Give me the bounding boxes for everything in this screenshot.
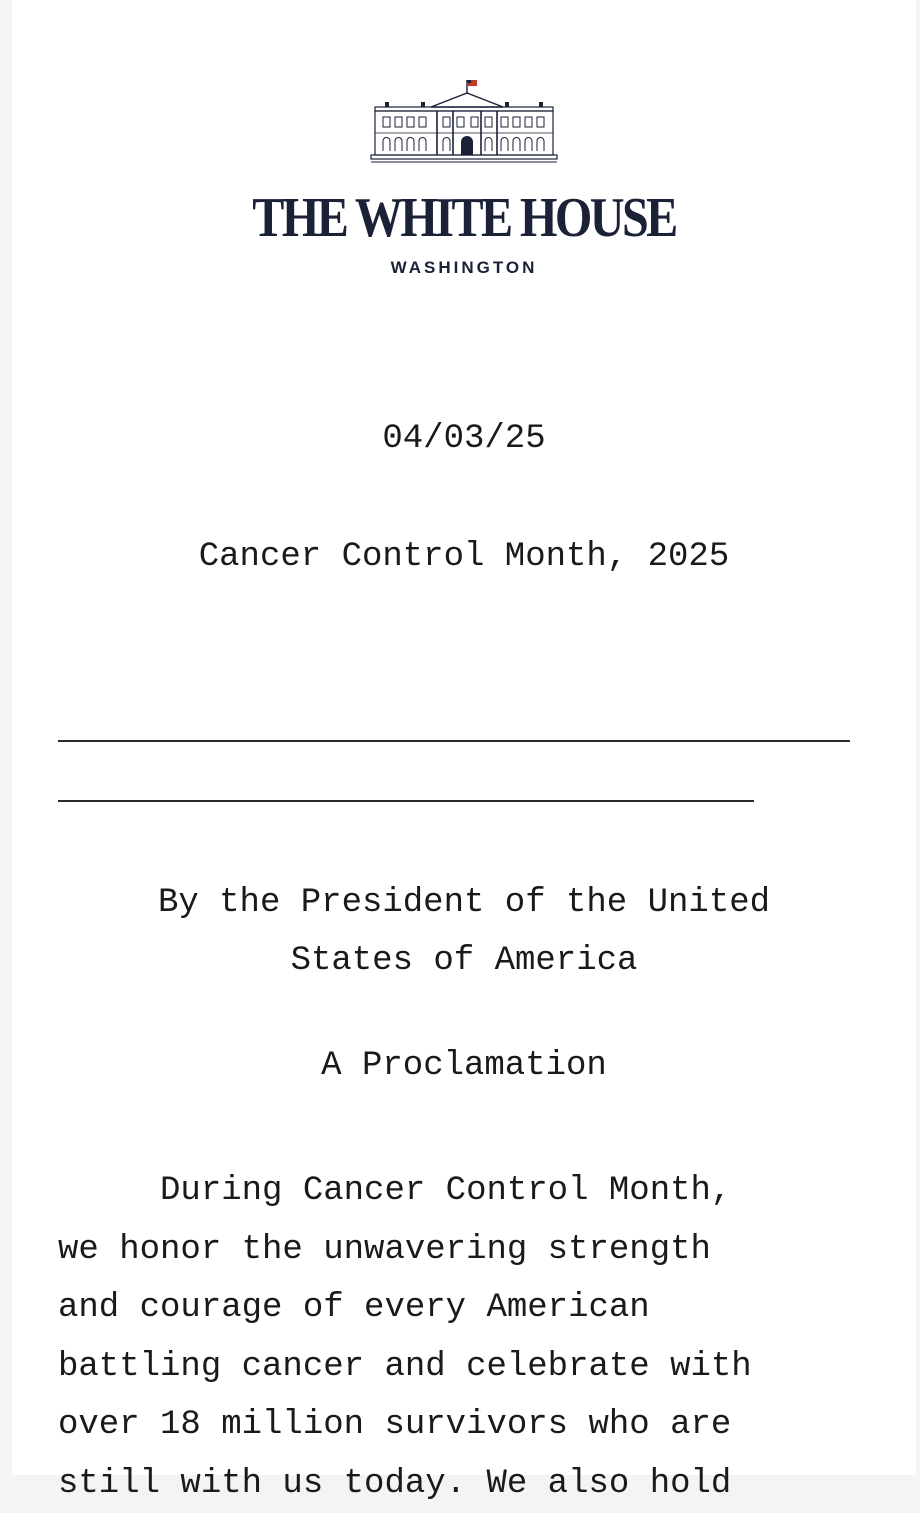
byline <box>12 874 916 990</box>
body-line: we honor the unwavering strength <box>58 1221 898 1280</box>
signature-rule-line-2 <box>58 800 754 802</box>
byline-line-2: States of America <box>12 932 916 990</box>
proclamation-heading: A Proclamation <box>12 1047 916 1085</box>
body-line: still with us today. We also hold <box>58 1455 898 1513</box>
letterhead <box>12 72 916 164</box>
signature-rule-line-1 <box>58 740 850 742</box>
letterhead-title: THE WHITE HOUSE <box>75 190 852 246</box>
document-date: 04/03/25 <box>12 420 916 458</box>
letterhead-subtitle: WASHINGTON <box>12 258 916 278</box>
byline-line-1: By the President of the United <box>12 874 916 932</box>
document-page <box>12 0 916 1475</box>
white-house-building-icon <box>371 72 557 164</box>
body-line: During Cancer Control Month, <box>58 1162 898 1221</box>
body-line: battling cancer and celebrate with <box>58 1338 898 1397</box>
document-subject: Cancer Control Month, 2025 <box>12 538 916 576</box>
body-line: over 18 million survivors who are <box>58 1396 898 1455</box>
body-paragraph <box>58 1162 898 1513</box>
body-line: and courage of every American <box>58 1279 898 1338</box>
